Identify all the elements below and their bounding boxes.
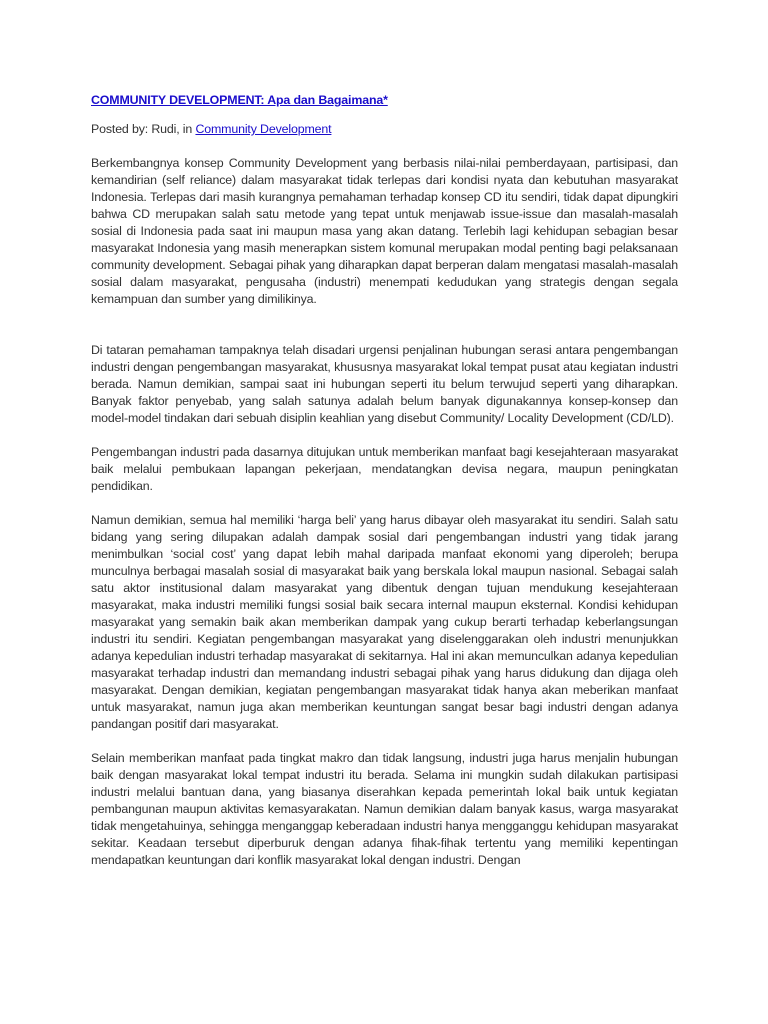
- paragraph-3: Pengembangan industri pada dasarnya ditujukan untuk memberikan manfaat bagi kesejahteraan masyarakat baik melalui pembukaan lapangan pekerjaan, mendatangkan devisa negara, maupun peningkatan pendidikan.: [91, 445, 678, 493]
- article-title: [91, 92, 678, 109]
- document-page: [91, 92, 678, 886]
- paragraph-1: Berkembangnya konsep Community Development yang berbasis nilai-nilai pemberdayaan, partisipasi, dan kemandirian (self reliance) dalam masyarakat tidak terlepas dari kondisi nyata dan kebutuhan masyarakat Indonesia. Terlepas dari masih kurangnya pemahaman terhadap konsep CD itu sendiri, tidak dapat dipungkiri bahwa CD merupakan salah satu metode yang tepat untuk menjawab issue-issue dan masalah-masalah sosial di Indonesia pada saat ini maupun masa yang akan datang. Terlebih lagi kehidupan sebagian besar masyarakat Indonesia yang masih menerapkan sistem komunal merupakan modal penting bagi pelaksanaan community development. Sebagai pihak yang diharapkan dapat berperan dalam mengatasi masalah-masalah sosial dalam masyarakat, pengusaha (industri) menempati kedudukan yang strategis dengan segala kemampuan dan sumber yang dimilikinya.: [91, 156, 678, 306]
- posted-by-text: Posted by: Rudi, in: [91, 122, 196, 136]
- paragraph-2: Di tataran pemahaman tampaknya telah disadari urgensi penjalinan hubungan serasi antara pengembangan industri dengan pengembangan masyarakat, khususnya masyarakat lokal tempat pusat atau kegiatan industri berada. Namun demikian, sampai saat ini hubungan seperti itu belum terwujud seperti yang diharapkan. Banyak faktor penyebab, yang salah satunya adalah belum banyak digunakannya konsep-konsep dan model-model tindakan dari sebuah disiplin keahlian yang disebut Community/ Locality Development (CD/LD).: [91, 343, 678, 425]
- post-meta: [91, 121, 678, 138]
- category-link[interactable]: Community Development: [195, 122, 332, 136]
- paragraph-4: Namun demikian, semua hal memiliki ‘harga beli’ yang harus dibayar oleh masyarakat itu sendiri. Salah satu bidang yang sering dilupakan adalah dampak sosial dari pengembangan industri yang tidak jarang menimbulkan ‘social cost’ yang dapat lebih mahal daripada manfaat ekonomi yang diperoleh; berupa munculnya berbagai masalah sosial di masyarakat baik yang berskala lokal maupun nasional. Sebagai salah satu aktor institusional dalam masyarakat yang dibentuk dengan tujuan mendukung kesejahteraan masyarakat, maka industri memiliki fungsi sosial baik secara internal maupun eksternal. Kondisi kehidupan masyarakat yang semakin baik akan memberikan dampak yang cukup berarti terhadap keberlangsungan industri itu sendiri. Kegiatan pengembangan masyarakat yang diselenggarakan oleh industri menunjukkan adanya kepedulian industri terhadap masyarakat di sekitarnya. Hal ini akan memunculkan adanya kepedulian masyarakat terhadap industri dan memandang industri sebagai pihak yang harus didukung dan dijaga oleh masyarakat. Dengan demikian, kegiatan pengembangan masyarakat tidak hanya akan meberikan manfaat untuk masyarakat, namun juga akan memberikan keuntungan sangat besar bagi industri dengan adanya pandangan positif dari masyarakat.: [91, 513, 678, 731]
- article-title-link[interactable]: COMMUNITY DEVELOPMENT: Apa dan Bagaimana*: [91, 93, 388, 107]
- paragraph-5: Selain memberikan manfaat pada tingkat makro dan tidak langsung, industri juga harus menjalin hubungan baik dengan masyarakat lokal tempat industri itu berada. Selama ini mungkin sudah dilakukan partisipasi industri melalui bantuan dana, yang biasanya diserahkan kepada pemerintah lokal baik untuk kegiatan pembangunan maupun aktivitas kemasyarakatan. Namun demikian dalam banyak kasus, warga masyarakat tidak mengetahuinya, sehingga menganggap keberadaan industri hanya mengganggu kehidupan masyarakat sekitar. Keadaan tersebut diperburuk dengan adanya fihak-fihak tertentu yang memiliki kepentingan mendapatkan keuntungan dari konflik masyarakat lokal dengan industri. Dengan: [91, 751, 678, 867]
